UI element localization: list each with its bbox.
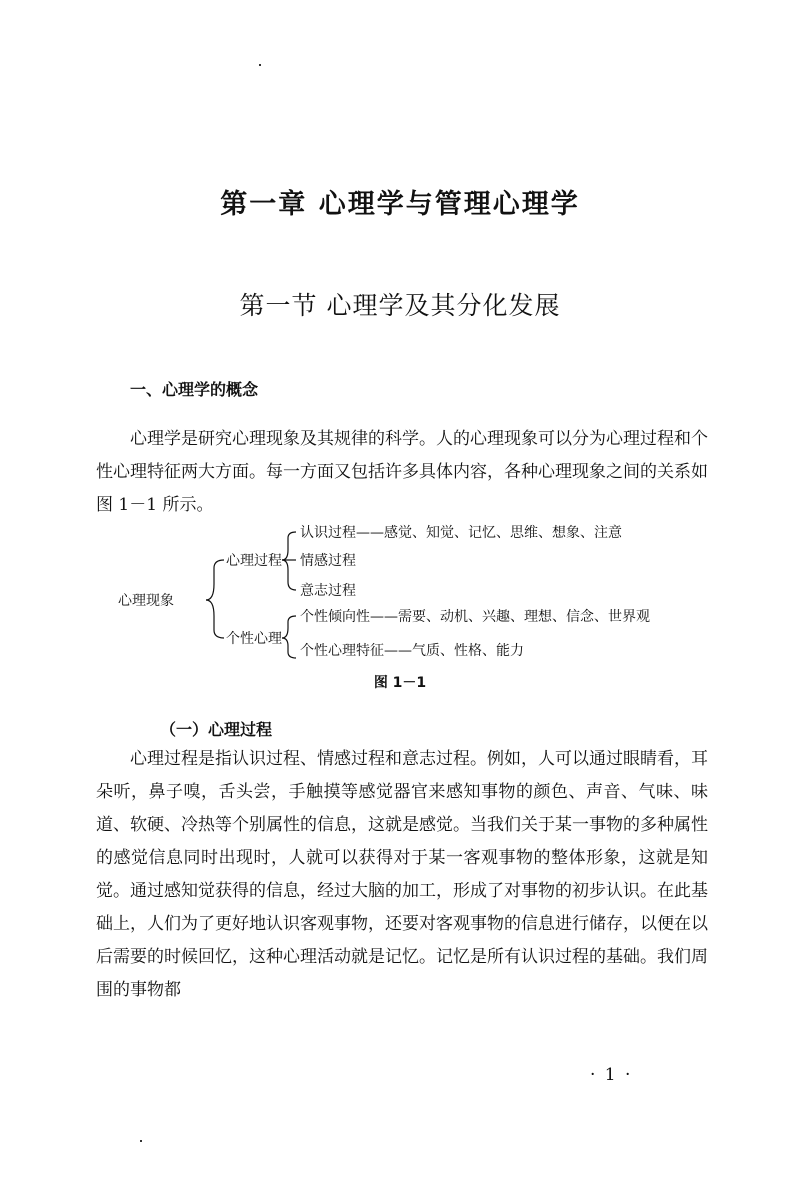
diagram-leaf-emotion: 情感过程 [300, 553, 356, 569]
heading-concept: 一、心理学的概念 [130, 380, 259, 399]
diagram-leaf-cognition: 认识过程——感觉、知觉、记忆、思维、想象、注意 [300, 525, 622, 541]
diagram-leaf-tendency: 个性倾向性——需要、动机、兴趣、理想、信念、世界观 [300, 609, 650, 625]
diagram-leaf-will: 意志过程 [300, 583, 356, 599]
paragraph-concept: 心理学是研究心理现象及其规律的科学。人的心理现象可以分为心理过程和个性心理特征两大方面。每一方面又包括许多具体内容，各种心理现象之间的关系如图 1－1 所示。 [96, 429, 708, 515]
page-number: · 1 · [590, 1065, 633, 1085]
heading-mental-process: （一）心理过程 [160, 720, 273, 739]
scan-speck [140, 1140, 142, 1142]
section-title: 第一节 心理学及其分化发展 [239, 291, 561, 320]
diagram-root: 心理现象 [118, 593, 174, 609]
psychology-diagram [110, 518, 710, 678]
paragraph-mental-process: 心理过程是指认识过程、情感过程和意志过程。例如，人可以通过眼睛看，耳朵听，鼻子嗅，舌头尝，手触摸等感觉器官来感知事物的颜色、声音、气味、味道、软硬、冷热等个别属性的信息，这就是感觉。当我们关于某一事物的多种属性的感觉信息同时出现时，人就可以获得对于某一客观事物的整体形象，这就是知觉。通过感知觉获得的信息，经过大脑的加工，形成了对事物的初步认识。在此基础上，人们为了更好地认识客观事物，还要对客观事物的信息进行储存，以便在以后需要的时候回忆，这种心理活动就是记忆。记忆是所有认识过程的基础。我们周围的事物都 [96, 749, 708, 1000]
figure-caption: 图 1－1 [373, 675, 427, 691]
scan-speck [259, 64, 261, 66]
diagram-branch-process: 心理过程 [226, 553, 282, 569]
diagram-leaf-traits: 个性心理特征——气质、性格、能力 [300, 643, 524, 659]
chapter-title: 第一章 心理学与管理心理学 [220, 189, 580, 220]
diagram-branch-personality: 个性心理 [226, 631, 282, 647]
